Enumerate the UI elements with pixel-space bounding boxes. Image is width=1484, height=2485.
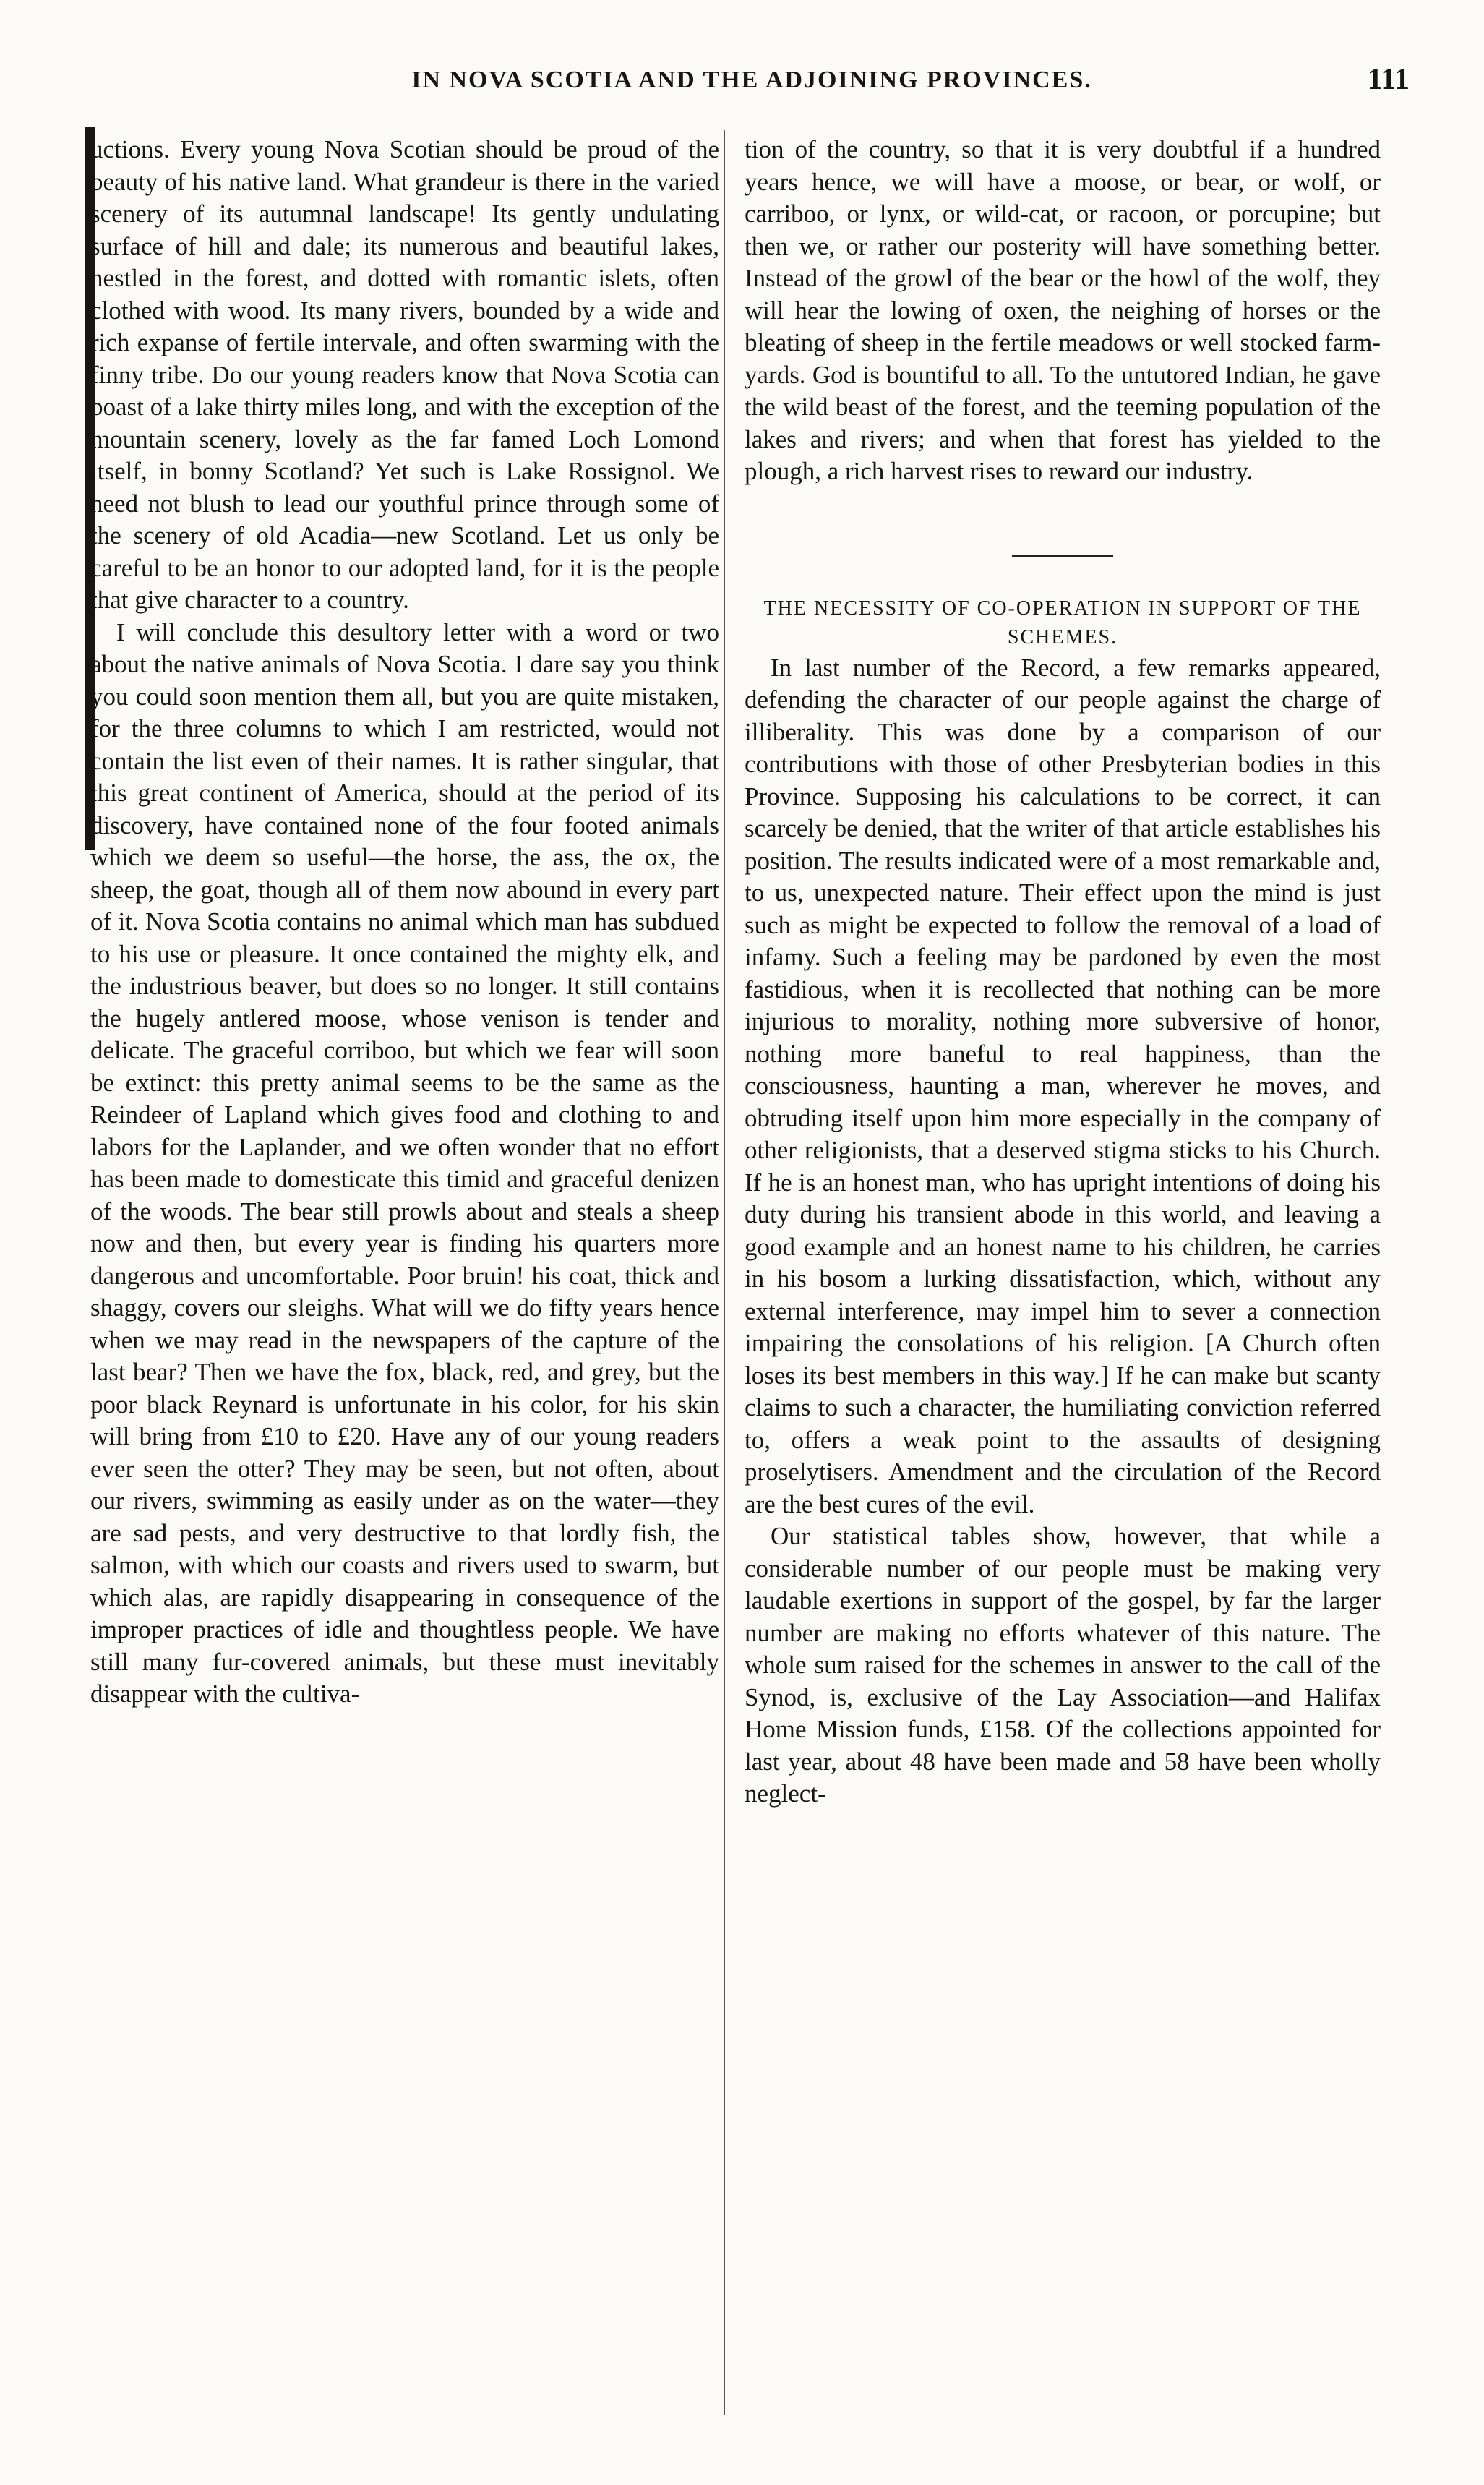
- right-paragraph-1: In last number of the Record, a few remarks appeared, defending the character of our people against the charge of illiberality. This was done by a comparison of our contributions with those of other Presbyterian bodies in this Province. Supposing his calculations to be correct, it can scarcely be denied, that the writer of that article establishes his position. The results indicated were of a most remarkable and, to us, unexpected nature. Their effect upon the mind is just such as might be expected to follow the removal of a load of infamy. Such a feeling may be pardoned by even the most fastidious, when it is recollected that nothing can be more injurious to morality, nothing more subversive of honor, nothing more baneful to real happiness, than the consciousness, haunting a man, wherever he moves, and obtruding itself upon him more especially in the company of other religionists, that a deserved stigma sticks to his Church. If he is an honest man, who has upright intentions of doing his duty during his transient abode in this world, and leaving a good example and an honest name to his children, he carries in his bosom a lurking dissatisfaction, which, without any external interference, may impel him to sever a connection impairing the consolations of his religion. [A Church often loses its best members in this way.] If he can make but scanty claims to such a character, the humiliating conviction referred to, offers a weak point to the assaults of designing proselytisers. Amendment and the circulation of the Record are the best cures of the evil.: [745, 653, 1381, 1518]
- section-heading: THE NECESSITY OF CO-OPERATION IN SUPPORT OF THE SCHEMES.: [763, 596, 1362, 649]
- left-paragraph-2: I will conclude this desultory letter with a word or two about the native animals of Nova Scotia. I dare say you think you could soon mention them all, but you are quite mistaken, for the three columns to which I am restricted, would not contain the list even of their names. It is rather singular, that this great continent of America, should at the period of its discovery, have contained none of the four footed animals which we deem so useful—the horse, the ass, the ox, the sheep, the goat, though all of them now abound in every part of it. Nova Scotia contains no animal which man has subdued to his use or pleasure. It once contained the mighty elk, and the industrious beaver, but does so no longer. It still contains the hugely antlered moose, whose venison is tender and delicate. The graceful corriboo, but which we fear will soon be extinct: this pretty animal seems to be the same as the Reindeer of Lapland which gives food and clothing to and labors for the Laplander, and we often wonder that no effort has been made to domesticate this timid and graceful denizen of the woods. The bear still prowls about and steals a sheep now and then, but every year is finding his quarters more dangerous and uncomfortable. Poor bruin! his coat, thick and shaggy, covers our sleighs. What will we do fifty years hence when we may read in the newspapers of the capture of the last bear? Then we have the fox, black, red, and grey, but the poor black Reynard is unfortunate in his color, for his skin will bring from £10 to £20. Have any of our young readers ever seen the otter? They may be seen, but not often, about our rivers, swimming as easily under as on the water—they are sad pests, and very destructive to that lordly fish, the salmon, with which our coasts and rivers used to swarm, but which alas, are rapidly disappearing in consequence of the improper practices of idle and thoughtless people. We have still many fur-covered animals, but these must inevitably disappear with the cultiva-: [90, 617, 719, 1708]
- right-continuation-paragraph: tion of the country, so that it is very doubtful if a hundred years hence, we will have a moose, or bear, or wolf, or carriboo, or lynx, or wild-cat, or racoon, or porcupine; but then we, or rather our posterity will have something better. Instead of the growl of the bear or the howl of the wolf, they will hear the lowing of oxen, the neighing of horses or the bleating of sheep in the fertile meadows or well stocked farm-yards. God is bountiful to all. To the untutored Indian, he gave the wild beast of the forest, and the teeming population of the lakes and rivers; and when that forest has yielded to the plough, a rich harvest rises to reward our industry.: [745, 135, 1381, 485]
- left-column: [90, 134, 719, 1711]
- column-divider: [724, 130, 725, 2415]
- right-column: [745, 134, 1381, 1810]
- right-paragraph-2: Our statistical tables show, however, that while a considerable number of our people must be making very laudable exertions in support of the gospel, by far the larger number are making no efforts whatever of this nature. The whole sum raised for the schemes in answer to the call of the Synod, is, exclusive of the Lay Association—and Halifax Home Mission funds, £158. Of the collections appointed for last year, about 48 have been made and 58 have been wholly neglect-: [745, 1522, 1381, 1808]
- running-head: IN NOVA SCOTIA AND THE ADJOINING PROVINCES.: [411, 67, 1092, 93]
- page-number: 111: [1367, 63, 1410, 96]
- left-paragraph-1: uctions. Every young Nova Scotian should be proud of the beauty of his native land. What grandeur is there in the varied scenery of its autumnal landscape! Its gently undulating surface of hill and dale; its numerous and beautiful lakes, nestled in the forest, and dotted with romantic islets, often clothed with wood. Its many rivers, bounded by a wide and rich expanse of fertile intervale, and often swarming with the finny tribe. Do our young readers know that Nova Scotia can boast of a lake thirty miles long, and with the exception of the mountain scenery, lovely as the far famed Loch Lomond itself, in bonny Scotland? Yet such is Lake Rossignol. We need not blush to lead our youthful prince through some of the scenery of old Acadia—new Scotland. Let us only be careful to be an honor to our adopted land, for it is the people that give character to a country.: [90, 135, 719, 614]
- section-separator-rule: [1012, 555, 1113, 557]
